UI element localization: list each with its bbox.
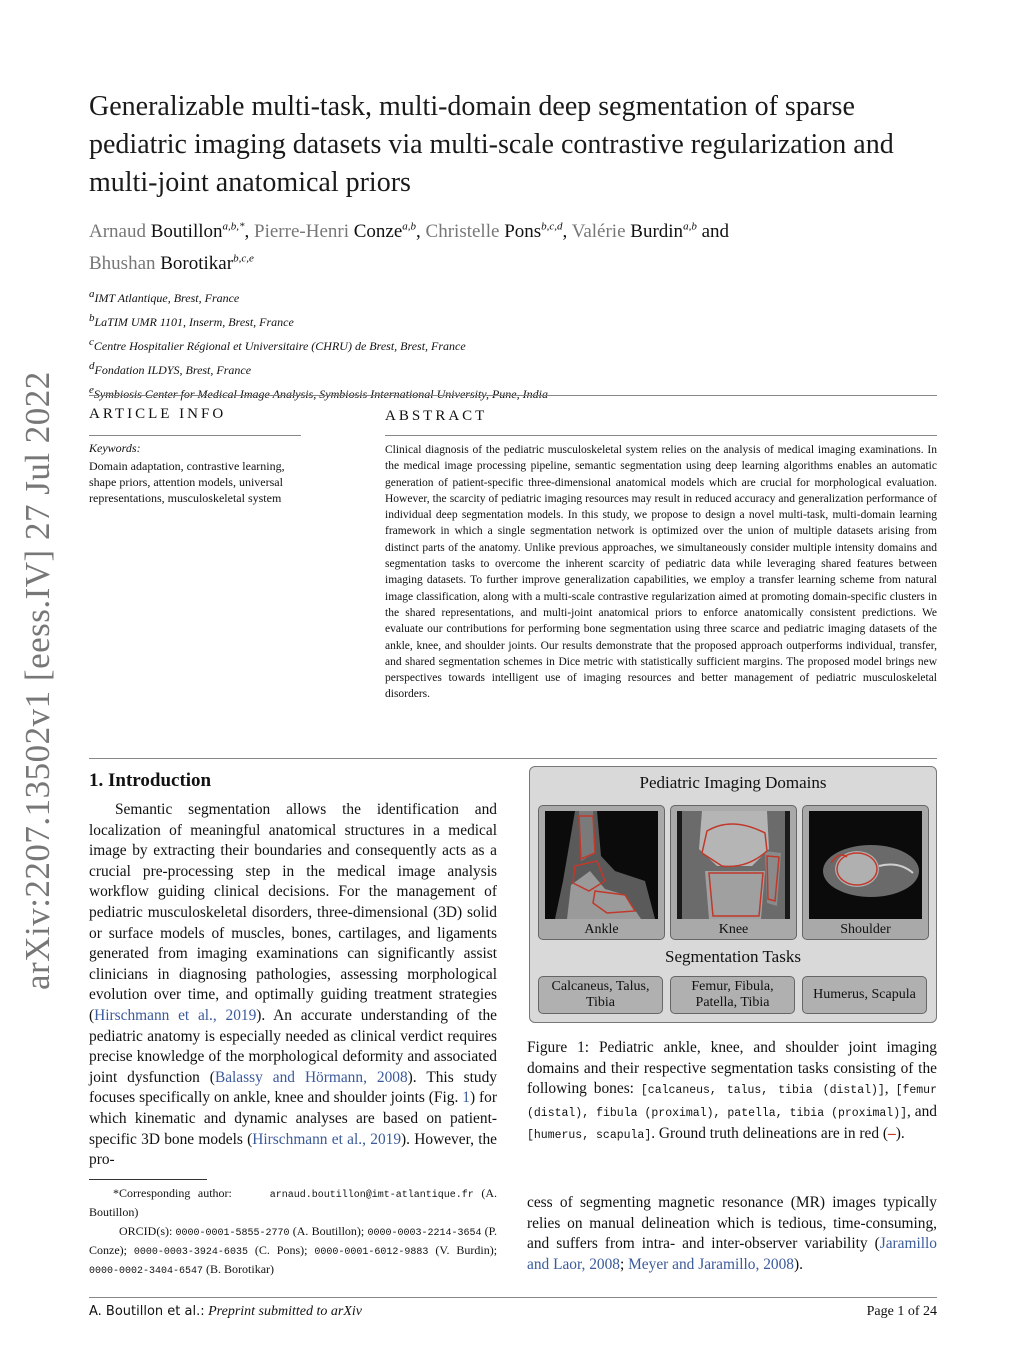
keywords-label: Keywords: bbox=[89, 441, 141, 455]
author: Christelle Pons$^{b,c,d}$, bbox=[425, 221, 572, 243]
corresponding-author-note: *Corresponding author: arnaud.boutillon@imt-atlantique.fr (A. Boutillon) bbox=[89, 1186, 498, 1219]
intro-paragraph: Semantic segmentation allows the identification and localization of meaningful anatomical structures in a medical image by extracting their boundaries and consequently acts as a crucial pre-processing step in the medical image analysis workflow guiding clinical decisions. For the management of pediatric musculoskeletal disorders, three-dimensional (3D) solid or surface models of muscles, bones, cartilages, and ligaments generated from imaging examinations can significantly assist clinicians in diagnosing pathologies, assessing morphological evolution over time, and optimally guiding treatment strategies (Hirschmann et al., 2019). An accurate understanding of the pediatric anatomy is especially needed as clinical verdict requires precise knowledge of the morphological deformity and associated joint dysfunction (Balassy and Hörmann, 2008). This study focuses specifically on ankle, knee and shoulder joints (Fig. 1) for which kinematic and dynamic analyses are based on patient-specific 3D bone models (Hirschmann et al., 2019). However, the pro- bbox=[89, 801, 498, 1169]
knee-panel bbox=[670, 805, 797, 940]
affiliation: $^a$IMT Atlantique, Brest, France bbox=[89, 288, 240, 305]
domain-label: Knee bbox=[718, 922, 749, 937]
abstract-text: Clinical diagnosis of the pediatric musculoskeletal system relies on the analysis of medical imaging examinations. In the medical image processing pipeline, semantic segmentation using deep learning algorithms enables an automatic generation of patient-specific three-dimensional anatomical models which are crucial for morphological evaluation. However, the scarcity of pediatric imaging resources may result in reduced accuracy and generalization performance of individual deep segmentation models. In this study, we propose to design a novel multi-task, multi-domain learning framework in which a single segmentation network is optimized over the union of multiple datasets arising from distinct parts of the anatomy. Unlike previous approaches, we simultaneously consider multiple intensity domains and segmentation tasks to overcome the inherent scarcity of pediatric data while leveraging shared features between imaging datasets. To further improve generalization capabilities, we employ a transfer learning scheme from natural image classification, along with a multi-scale contrastive regularization aimed at promoting domain-specific clusters in the shared representations, and multi-joint anatomical priors to enforce anatomically consistent predictions. We evaluate our contributions for performing bone segmentation using three scarce and pediatric imaging datasets of the ankle, knee, and shoulder joints. Our results demonstrate that the proposed approach outperforms individual, transfer, and shared segmentation schemes in Dice metric with statistically sufficient margins. The proposed model brings new perspectives towards intelligent use of imaging resources and better management of pediatric musculoskeletal disorders. bbox=[385, 444, 937, 701]
footnote-rule bbox=[89, 1179, 207, 1180]
author: Arnaud Boutillon$^{a,b,*}$, bbox=[89, 221, 255, 243]
task-box: Calcaneus, Talus, Tibia bbox=[538, 976, 663, 1014]
divider bbox=[89, 435, 301, 436]
figure-link[interactable]: 1 bbox=[462, 1089, 470, 1107]
citation-link[interactable]: Jaramillo and Laor, 2008 bbox=[527, 1235, 937, 1273]
citation-link[interactable]: Meyer and Jaramillo, 2008 bbox=[628, 1255, 794, 1273]
figure-caption: Figure 1: Pediatric ankle, knee, and shoulder joint imaging domains and their respective segmentation tasks consisting of the following bones: [calcaneus, talus, tibia (distal)], [femur (distal), fibula (proximal), patella, tibia (proximal)], and [humerus, scapula]. Ground truth delineations are in red (–). bbox=[527, 1039, 938, 1143]
task-box: Femur, Fibula, Patella, Tibia bbox=[670, 976, 795, 1014]
affiliations bbox=[89, 284, 789, 404]
author: Bhushan Borotikar$^{b,c,e}$ bbox=[89, 252, 254, 274]
email-link[interactable]: arnaud.boutillon@imt-atlantique.fr bbox=[269, 1190, 474, 1201]
author: Pierre-Henri Conze$^{a,b}$, bbox=[254, 221, 426, 243]
citation-link[interactable]: Balassy and Hörmann, 2008 bbox=[214, 1068, 408, 1086]
arxiv-stamp: arXiv:2207.13502v1 [eess.IV] 27 Jul 2022 bbox=[18, 371, 57, 990]
affiliation: $^d$Fondation ILDYS, Brest, France bbox=[89, 360, 252, 377]
shoulder-panel bbox=[802, 805, 929, 940]
article-info-heading: ARTICLE INFO bbox=[89, 406, 227, 422]
footer-rule bbox=[89, 1297, 937, 1298]
figure-title: Pediatric Imaging Domains bbox=[639, 773, 827, 792]
knee-mri-image bbox=[677, 811, 790, 919]
affiliation: $^c$Centre Hospitalier Régional et Universitaire (CHRU) de Brest, Brest, France bbox=[89, 336, 466, 353]
domain-label: Ankle bbox=[584, 922, 619, 937]
intro-continuation: cess of segmenting magnetic resonance (MR) images typically relies on manual delineation which is tedious, time-consuming, and suffers from intra- and inter-observer variability (Jaramillo and Laor, 2008; Meyer and Jaramillo, 2008). bbox=[527, 1194, 937, 1273]
footer-left: A. Boutillon et al.: Preprint submitted to arXiv bbox=[89, 1304, 362, 1319]
affiliation: $^e$Symbiosis Center for Medical Image Analysis, Symbiosis International University, Pune, India bbox=[89, 384, 548, 401]
divider bbox=[385, 435, 937, 436]
task-box: Humerus, Scapula bbox=[802, 976, 927, 1014]
page-number: Page 1 of 24 bbox=[866, 1304, 937, 1319]
shoulder-mri-image bbox=[809, 811, 922, 919]
divider bbox=[89, 758, 937, 759]
citation-link[interactable]: Hirschmann et al., 2019 bbox=[252, 1130, 402, 1148]
ankle-panel bbox=[538, 805, 665, 940]
ankle-mri-image bbox=[545, 811, 658, 919]
orcid-note: ORCID(s): 0000-0001-5855-2770 (A. Boutillon); 0000-0003-2214-3654 (P. Conze); 0000-0003-3924-6035 (C. Pons); 0000-0001-6012-9883 (V. Burdin); 0000-0002-3404-6547 (B. Borotikar) bbox=[89, 1224, 498, 1277]
keywords: Domain adaptation, contrastive learning, shape priors, attention models, universal representations, musculoskeletal system bbox=[89, 459, 285, 505]
affiliation: $^b$LaTIM UMR 1101, Inserm, Brest, France bbox=[89, 312, 294, 329]
author-list bbox=[89, 214, 889, 277]
footnotes bbox=[89, 1185, 497, 1280]
tasks-title: Segmentation Tasks bbox=[665, 947, 801, 966]
paper-title: Generalizable multi-task, multi-domain deep segmentation of sparse pediatric imaging datasets via multi-scale contrastive regularization and multi-joint anatomical priors bbox=[89, 91, 894, 198]
author: Valérie Burdin$^{a,b}$ and bbox=[571, 221, 729, 243]
divider bbox=[89, 395, 937, 396]
section-heading: 1. Introduction bbox=[89, 770, 212, 791]
domain-label: Shoulder bbox=[840, 922, 891, 937]
red-delineation-swatch: – bbox=[888, 1125, 896, 1143]
citation-link[interactable]: Hirschmann et al., 2019 bbox=[94, 1006, 257, 1024]
figure-1 bbox=[529, 766, 937, 1023]
abstract-heading: ABSTRACT bbox=[385, 408, 488, 424]
